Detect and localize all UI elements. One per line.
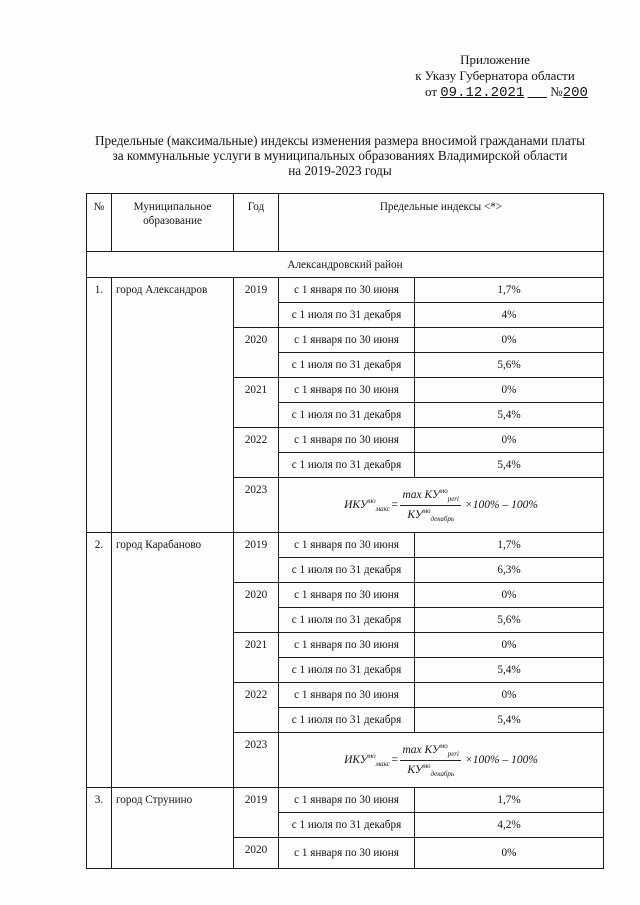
year-cell: 2020 [234, 838, 279, 869]
decree-line [395, 84, 595, 101]
period-cell: с 1 июля по 31 декабря [279, 558, 415, 583]
year-cell: 2023 [234, 478, 279, 533]
index-value: 0% [415, 683, 604, 708]
decree-date: 09.12.2021 [440, 85, 525, 101]
appendix-subtitle: к Указу Губернатора области [415, 68, 575, 83]
index-value: 0% [415, 378, 604, 403]
year-cell: 2022 [234, 683, 279, 733]
index-value: 1,7% [415, 788, 604, 813]
index-value: 0% [415, 838, 604, 869]
col-municipality-header: Муниципальное образование [112, 194, 234, 252]
index-value: 5,6% [415, 353, 604, 378]
index-value: 4% [415, 303, 604, 328]
index-value: 5,4% [415, 453, 604, 478]
col-year-header: Год [234, 194, 279, 252]
col-num-header: № [87, 194, 112, 252]
period-cell: с 1 июля по 31 декабря [279, 708, 415, 733]
table-row [87, 533, 604, 558]
row-number: 2. [87, 533, 112, 788]
index-value: 1,7% [415, 533, 604, 558]
index-value: 1,7% [415, 278, 604, 303]
indexes-table [86, 193, 604, 869]
year-cell: 2021 [234, 633, 279, 683]
col-indexes-header: Предельные индексы <*> [279, 194, 604, 252]
index-value: 0% [415, 428, 604, 453]
period-cell: с 1 июля по 31 декабря [279, 303, 415, 328]
region-row [87, 252, 604, 278]
period-cell: с 1 июля по 31 декабря [279, 403, 415, 428]
municipality-name: город Струнино [112, 788, 234, 869]
index-value: 4,2% [415, 813, 604, 838]
document-title [80, 133, 600, 178]
year-cell: 2021 [234, 378, 279, 428]
period-cell: с 1 июля по 31 декабря [279, 453, 415, 478]
appendix-header [395, 52, 595, 101]
table-header-row [87, 194, 604, 252]
index-value: 0% [415, 633, 604, 658]
period-cell: с 1 января по 30 июня [279, 428, 415, 453]
year-cell: 2020 [234, 583, 279, 633]
date-prefix: от [425, 84, 438, 99]
index-value: 5,6% [415, 608, 604, 633]
formula: $ИКУ^{мо}_{макс}$ = $\frac{\max КУ^{мо}_{peri}}{КУ^{мо}_{декабрь}}$ ×100% – 100% [344, 742, 538, 778]
year-cell: 2020 [234, 328, 279, 378]
index-value: 0% [415, 328, 604, 353]
formula-cell [279, 478, 604, 533]
year-cell: 2019 [234, 788, 279, 838]
year-cell: 2019 [234, 278, 279, 328]
year-cell: 2023 [234, 733, 279, 788]
period-cell: с 1 января по 30 июня [279, 378, 415, 403]
municipality-name: город Александров [112, 278, 234, 533]
row-number: 3. [87, 788, 112, 869]
period-cell: с 1 января по 30 июня [279, 583, 415, 608]
municipality-name: город Карабаново [112, 533, 234, 788]
formula: $ИКУ^{мо}_{макс}$ = $\frac{\max КУ^{мо}_{peri}}{КУ^{мо}_{декабрь}}$ ×100% – 100% [344, 487, 538, 523]
formula-cell [279, 733, 604, 788]
index-value: 5,4% [415, 658, 604, 683]
period-cell: с 1 января по 30 июня [279, 683, 415, 708]
decree-number: 200 [562, 85, 588, 101]
index-value: 0% [415, 583, 604, 608]
title-line-2: за коммунальные услуги в муниципальных образованиях Владимирской области [112, 148, 568, 163]
period-cell: с 1 января по 30 июня [279, 838, 415, 869]
period-cell: с 1 июля по 31 декабря [279, 608, 415, 633]
period-cell: с 1 января по 30 июня [279, 278, 415, 303]
period-cell: с 1 января по 30 июня [279, 788, 415, 813]
index-value: 6,3% [415, 558, 604, 583]
title-line-1: Предельные (максимальные) индексы изменения размера вносимой гражданами платы [95, 133, 585, 148]
table-row [87, 278, 604, 303]
period-cell: с 1 июля по 31 декабря [279, 658, 415, 683]
year-cell: 2019 [234, 533, 279, 583]
period-cell: с 1 января по 30 июня [279, 328, 415, 353]
title-line-3: на 2019-2023 годы [288, 163, 392, 178]
period-cell: с 1 января по 30 июня [279, 533, 415, 558]
index-value: 5,4% [415, 708, 604, 733]
appendix-title: Приложение [460, 52, 530, 67]
region-name: Александровский район [87, 252, 604, 278]
row-number: 1. [87, 278, 112, 533]
period-cell: с 1 июля по 31 декабря [279, 353, 415, 378]
year-cell: 2022 [234, 428, 279, 478]
number-prefix: № [550, 84, 563, 99]
index-value: 5,4% [415, 403, 604, 428]
period-cell: с 1 января по 30 июня [279, 633, 415, 658]
period-cell: с 1 июля по 31 декабря [279, 813, 415, 838]
table-row [87, 788, 604, 813]
